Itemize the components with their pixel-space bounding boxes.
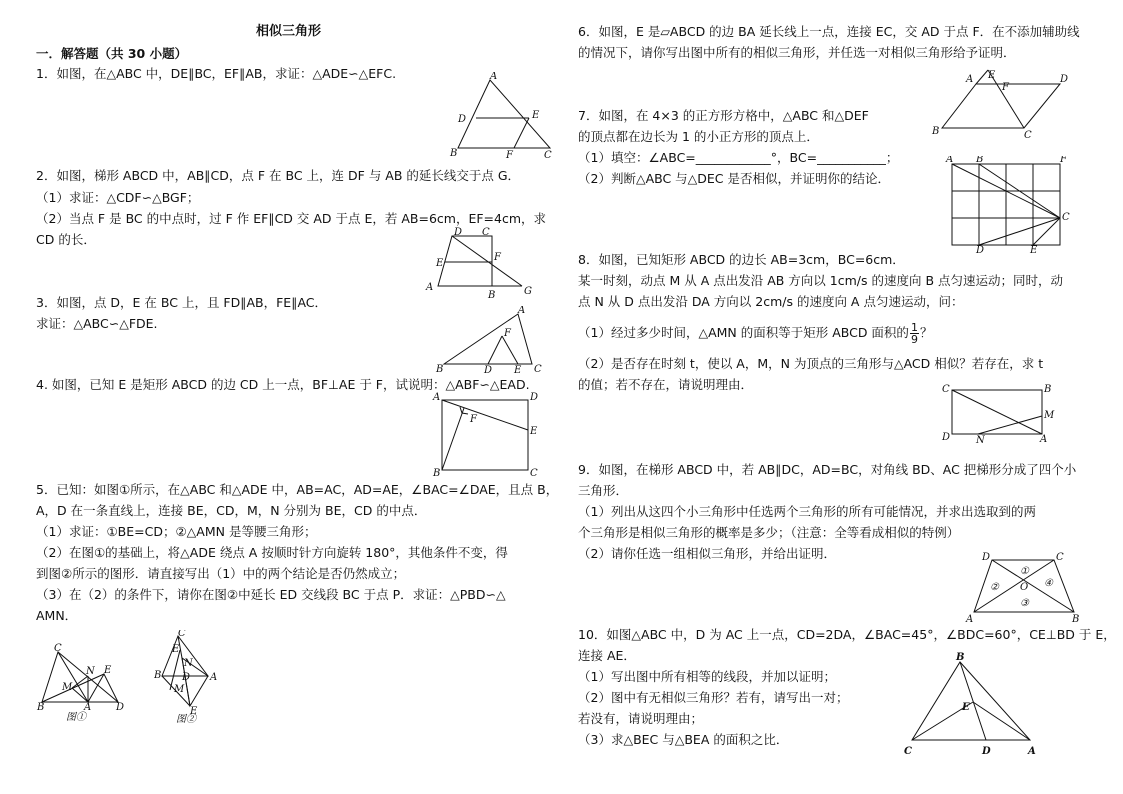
q7-line-3: （1）填空：∠ABC=____________°，BC=___________； bbox=[578, 150, 899, 165]
q1-label-c: C bbox=[544, 150, 552, 160]
q8-line-3: 点 N 从 D 点出发沿 DA 方向以 2cm/s 的速度向 A 点匀速运动，问： bbox=[578, 294, 964, 309]
q6-figure bbox=[930, 68, 1070, 142]
q5-line-2: A，D 在一条直线上，连接 BE，CD，M，N 分别为 BE，CD 的中点． bbox=[36, 503, 427, 518]
q8-label-d: D bbox=[942, 432, 951, 443]
q1-label-d: D bbox=[458, 114, 467, 125]
q5f1-label-b: B bbox=[37, 702, 45, 713]
q9-line-1: 9．如图，在梯形 ABCD 中，若 AB∥DC，AD=BC，对角线 BD、AC 把梯形分成了四个小 bbox=[578, 462, 1077, 477]
q2-label-g: G bbox=[524, 286, 532, 297]
q10-label-a: A bbox=[1028, 746, 1036, 757]
q2-line-3: （2）当点 F 是 BC 的中点时，过 F 作 EF∥CD 交 AD 于点 E，若 AB=6cm，EF=4cm，求 bbox=[36, 211, 547, 226]
q1-text: 1．如图，在△ABC 中，DE∥BC，EF∥AB，求证：△ADE∽△EFC. bbox=[36, 66, 397, 81]
q4-label-e: E bbox=[530, 426, 538, 437]
q7-label-c: C bbox=[1062, 212, 1070, 223]
q10-label-c: C bbox=[904, 746, 912, 757]
q5-line-4: （2）在图①的基础上，将△ADE 绕点 A 按顺时针方向旋转 180°，其他条件不变，得 bbox=[36, 545, 508, 560]
q5-figure-1 bbox=[36, 640, 132, 724]
q4-label-b: B bbox=[433, 468, 441, 478]
q5f2-label-d: D bbox=[182, 672, 191, 683]
q4-label-c: C bbox=[530, 468, 538, 478]
q9-line-2: 三角形． bbox=[578, 483, 629, 498]
q9-label-d: D bbox=[982, 552, 991, 563]
q3-label-b: B bbox=[436, 364, 444, 374]
q3-figure bbox=[432, 306, 544, 374]
q9-label-c: C bbox=[1056, 552, 1064, 563]
q8-label-b: B bbox=[1044, 384, 1052, 395]
q1-label-b: B bbox=[450, 148, 458, 159]
q6-label-e: E bbox=[988, 70, 996, 81]
q9-line-5: （2）请你任选一组相似三角形，并给出证明． bbox=[578, 546, 836, 561]
q10-label-b: B bbox=[956, 652, 965, 663]
q5f2-label-n: N bbox=[184, 658, 193, 669]
q6-line-2: 的情况下，请你写出图中所有的相似三角形，并任选一对相似三角形给予证明． bbox=[578, 45, 1016, 60]
q8-figure bbox=[940, 382, 1056, 444]
q5f2-label-b: B bbox=[154, 670, 162, 681]
q10-figure bbox=[900, 650, 1040, 762]
q9-region-3: ③ bbox=[1020, 598, 1029, 609]
q2-label-a: A bbox=[426, 282, 434, 293]
q5f1-label-n: N bbox=[86, 666, 95, 677]
q2-line-2: （1）求证：△CDF∽△BGF； bbox=[36, 190, 200, 205]
q5f1-label-m: M bbox=[62, 682, 73, 693]
one-ninth-fraction bbox=[910, 322, 919, 345]
q9-label-a: A bbox=[966, 614, 974, 624]
q6-label-f: F bbox=[1002, 82, 1009, 93]
q5f2-label-e: E bbox=[172, 644, 180, 655]
q4-figure bbox=[430, 392, 542, 478]
q2-line-4: CD 的长． bbox=[36, 232, 96, 247]
q8-line-1: 8．如图，已知矩形 ABCD 的边长 AB=3cm，BC=6cm． bbox=[578, 252, 905, 267]
q7-label-f: F bbox=[1060, 156, 1067, 165]
q8-line-4-end: ？ bbox=[919, 325, 933, 340]
q5f2-label-a: A bbox=[210, 672, 218, 683]
q2-label-b: B bbox=[488, 290, 496, 301]
q7-label-e: E bbox=[1030, 245, 1038, 254]
q6-label-c: C bbox=[1024, 130, 1032, 141]
q5f2-label-e2: E bbox=[190, 706, 198, 717]
section-heading: 一．解答题（共 30 小题） bbox=[36, 46, 188, 61]
q5-line-1: 5．已知：如图①所示，在△ABC 和△ADE 中，AB=AC，AD=AE，∠BAC=∠DAE，且点 B， bbox=[36, 482, 559, 497]
q5f2-label-c: C bbox=[178, 630, 186, 639]
q8-line-6: 的值；若不存在，请说明理由． bbox=[578, 377, 754, 392]
q4-text: 4. 如图，已知 E 是矩形 ABCD 的边 CD 上一点，BF⊥AE 于 F，试说明：△ABF∽△EAD. bbox=[36, 377, 530, 392]
q3-line-1: 3．如图，点 D，E 在 BC 上，且 FD∥AB，FE∥AC． bbox=[36, 295, 328, 310]
q7-figure bbox=[944, 156, 1070, 254]
q3-label-d: D bbox=[484, 365, 493, 374]
q7-label-a: A bbox=[946, 156, 954, 165]
q8-label-c: C bbox=[942, 384, 950, 395]
q8-line-2: 某一时刻，动点 M 从 A 点出发沿 AB 方向以 1cm/s 的速度向 B 点匀速运动；同时，动 bbox=[578, 273, 1063, 288]
q3-line-2: 求证：△ABC∽△FDE. bbox=[36, 316, 158, 331]
q6-label-a: A bbox=[966, 74, 974, 85]
q8-line-5: （2）是否存在时刻 t，使以 A，M，N 为顶点的三角形与△ACD 相似？若存在，求 t bbox=[578, 356, 1044, 371]
q5f1-label-c: C bbox=[54, 643, 62, 654]
q8-label-a: A bbox=[1040, 434, 1048, 444]
q5f2-label-m: M bbox=[174, 684, 185, 695]
q7-line-2: 的顶点都在边长为 1 的小正方形的顶点上． bbox=[578, 129, 819, 144]
q5-line-6: （3）在（2）的条件下，请你在图②中延长 ED 交线段 BC 于点 P．求证：△PBD∽△ bbox=[36, 587, 506, 602]
q6-label-b: B bbox=[932, 126, 940, 137]
q5-line-3: （1）求证：①BE=CD；②△AMN 是等腰三角形； bbox=[36, 524, 317, 539]
q4-label-f: F bbox=[470, 414, 477, 425]
q1-label-f: F bbox=[506, 150, 513, 160]
q7-line-4: （2）判断△ABC 与△DEC 是否相似，并证明你的结论． bbox=[578, 171, 891, 186]
q8-label-n: N bbox=[976, 435, 985, 444]
q2-label-f: F bbox=[494, 252, 501, 263]
q10-line-5: 若没有，请说明理由； bbox=[578, 711, 704, 726]
q3-label-c: C bbox=[534, 364, 542, 374]
q7-label-b: B bbox=[976, 156, 984, 165]
fraction-denominator: 9 bbox=[910, 333, 918, 346]
q4-label-d: D bbox=[530, 392, 539, 403]
q1-figure bbox=[446, 72, 556, 160]
q3-label-a: A bbox=[518, 306, 526, 316]
q10-line-2: 连接 AE． bbox=[578, 648, 636, 663]
q7-label-d: D bbox=[976, 245, 985, 254]
q9-line-4: 个三角形是相似三角形的概率是多少；（注意：全等看成相似的特例） bbox=[578, 525, 960, 540]
q2-line-1: 2．如图，梯形 ABCD 中，AB∥CD，点 F 在 BC 上，连 DF 与 AB 的延长线交于点 G． bbox=[36, 168, 521, 183]
q2-label-d: D bbox=[454, 227, 463, 238]
q9-figure bbox=[962, 550, 1084, 624]
q8-line-4 bbox=[578, 322, 932, 345]
fraction-numerator: 1 bbox=[910, 321, 918, 334]
q10-line-4: （2）图中有无相似三角形？若有，请写出一对； bbox=[578, 690, 849, 705]
q10-label-e: E bbox=[962, 702, 970, 713]
q9-label-b: B bbox=[1072, 614, 1080, 624]
q5f1-label-d: D bbox=[116, 702, 125, 713]
q5f1-label-e: E bbox=[104, 665, 112, 676]
q8-label-m: M bbox=[1044, 410, 1055, 421]
doc-title: 相似三角形 bbox=[256, 24, 322, 39]
q10-line-1: 10．如图△ABC 中，D 为 AC 上一点，CD=2DA，∠BAC=45°，∠BDC=60°，CE⊥BD 于 E， bbox=[578, 627, 1116, 642]
q5-figure-2 bbox=[154, 630, 226, 724]
q9-line-3: （1）列出从这四个小三角形中任选两个三角形的所有可能情况，并求出选取到的两 bbox=[578, 504, 1036, 519]
q9-region-1: ① bbox=[1020, 566, 1029, 577]
q1-label-a: A bbox=[490, 72, 498, 82]
q2-label-e: E bbox=[436, 258, 444, 269]
q2-figure bbox=[422, 226, 532, 304]
q9-label-o: O bbox=[1020, 582, 1029, 593]
q1-label-e: E bbox=[532, 110, 540, 121]
q5-figure-1-caption: 图① bbox=[66, 712, 86, 723]
q8-line-4-text: （1）经过多少时间，△AMN 的面积等于矩形 ABCD 面积的 bbox=[578, 325, 909, 340]
q5-line-5: 到图②所示的图形．请直接写出（1）中的两个结论是否仍然成立； bbox=[36, 566, 406, 581]
q9-region-2: ② bbox=[990, 582, 999, 593]
q7-line-1: 7．如图，在 4×3 的正方形方格中，△ABC 和△DEF bbox=[578, 108, 869, 123]
q10-line-3: （1）写出图中所有相等的线段，并加以证明； bbox=[578, 669, 836, 684]
q5-figure-2-caption: 图② bbox=[176, 714, 196, 724]
q5f1-label-a: A bbox=[84, 702, 92, 713]
q2-label-c: C bbox=[482, 227, 490, 238]
q3-label-e: E bbox=[514, 365, 522, 374]
q9-region-4: ④ bbox=[1044, 578, 1053, 589]
q5-line-7: AMN． bbox=[36, 608, 78, 623]
q10-line-6: （3）求△BEC 与△BEA 的面积之比． bbox=[578, 732, 789, 747]
q3-label-f: F bbox=[504, 328, 511, 339]
q6-line-1: 6．如图，E 是▱ABCD 的边 BA 延长线上一点，连接 EC，交 AD 于点 F．在不添加辅助线 bbox=[578, 24, 1080, 39]
q4-label-a: A bbox=[433, 392, 441, 403]
q6-label-d: D bbox=[1060, 74, 1069, 85]
q10-label-d: D bbox=[982, 746, 991, 757]
